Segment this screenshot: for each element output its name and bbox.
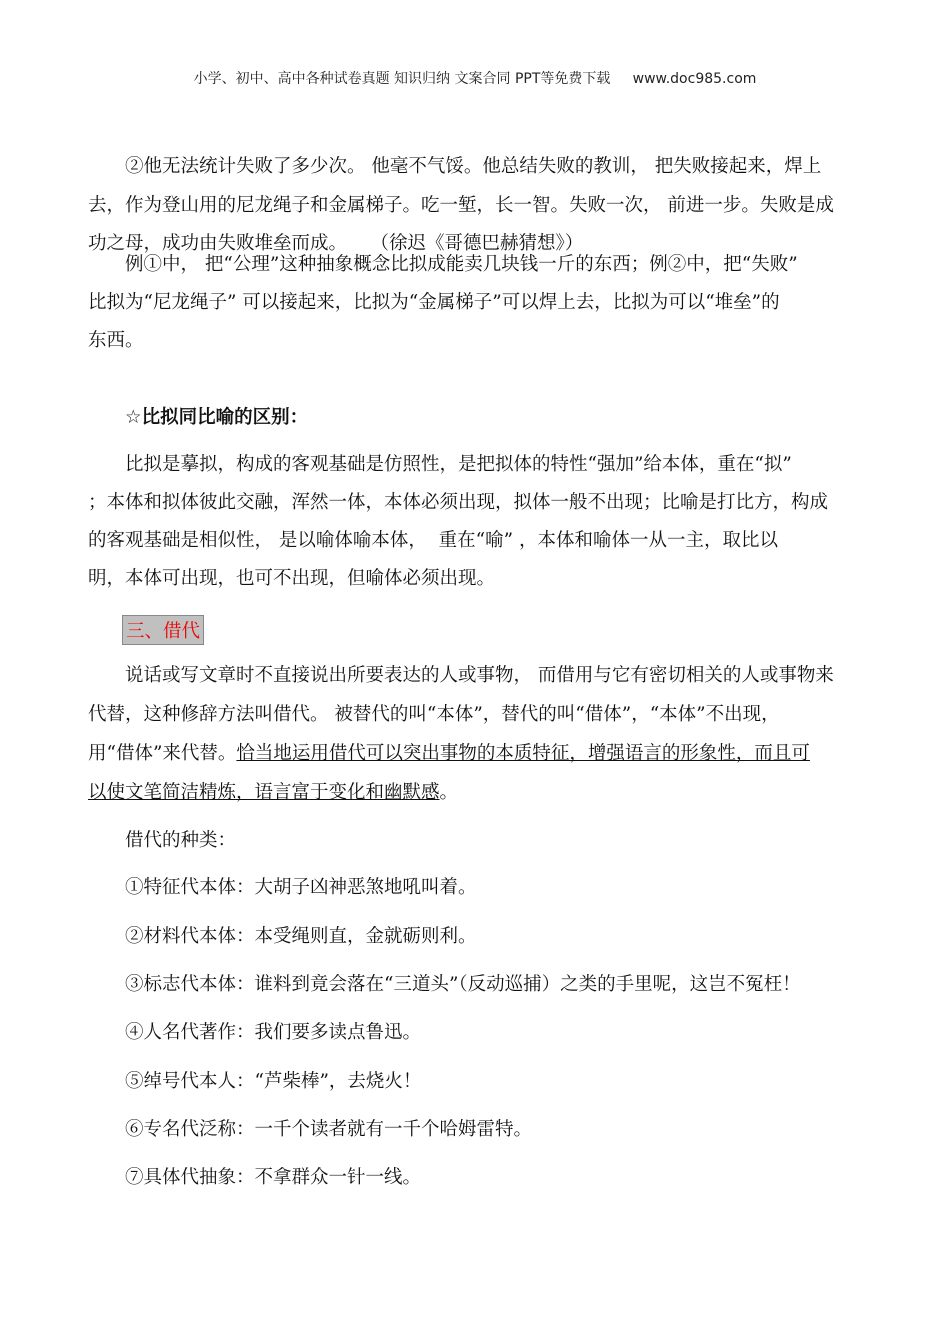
paragraph-line: ②他无法统计失败了多少次。 他毫不气馁。他总结失败的教训， 把失败接起来，焊上 bbox=[125, 156, 822, 177]
page-header bbox=[0, 68, 950, 88]
paragraph-line: 比拟为“尼龙绳子” 可以接起来，比拟为“金属梯子”可以焊上去，比拟为可以“堆垒”的 bbox=[88, 292, 780, 313]
list-item: ③标志代本体：谁料到竟会落在“三道头”（反动巡捕）之类的手里呢，这岂不冤枉！ bbox=[125, 974, 801, 995]
paragraph-line: 去，作为登山用的尼龙绳子和金属梯子。吃一堑，长一智。失败一次， 前进一步。失败是成 bbox=[88, 195, 834, 216]
paragraph-line: 代替，这种修辞方法叫借代。 被替代的叫“本体”，替代的叫“借体”，“本体”不出现， bbox=[88, 704, 780, 725]
types-title: 借代的种类： bbox=[125, 830, 237, 851]
list-item: ⑥专名代泛称：一千个读者就有一千个哈姆雷特。 bbox=[125, 1119, 533, 1140]
underlined-text: 以使文笔简洁精炼，语言富于变化和幽默感 bbox=[88, 782, 440, 803]
paragraph-line: 东西。 bbox=[88, 330, 144, 351]
list-item: ⑤绰号代本人：“芦柴棒”，去烧火！ bbox=[125, 1071, 422, 1092]
paragraph-line: 明，本体可出现，也可不出现，但喻体必须出现。 bbox=[88, 568, 496, 589]
plain-text: 。 bbox=[439, 782, 459, 803]
underlined-text: 恰当地运用借代可以突出事物的本质特征，增强语言的形象性，而且可 bbox=[236, 743, 810, 764]
paragraph-line bbox=[88, 781, 458, 805]
section-title: 三、借代 bbox=[122, 615, 204, 645]
paragraph-line bbox=[88, 742, 810, 766]
paragraph-line: 说话或写文章时不直接说出所要表达的人或事物， 而借用与它有密切相关的人或事物来 bbox=[125, 665, 834, 686]
paragraph-line: 的客观基础是相似性， 是以喻体喻本体， 重在“喻” ，本体和喻体一从一主，取比以 bbox=[88, 530, 778, 551]
plain-text: 用“借体”来代替。 bbox=[88, 743, 237, 764]
list-item: ⑦具体代抽象：不拿群众一针一线。 bbox=[125, 1167, 422, 1188]
header-text: 小学、初中、高中各种试卷真题 知识归纳 文案合同 PPT等免费下载 bbox=[193, 71, 611, 87]
section-heading: ☆比拟同比喻的区别： bbox=[125, 407, 309, 428]
paragraph-line: 例①中， 把“公理”这种抽象概念比拟成能卖几块钱一斤的东西；例②中，把“失败” bbox=[125, 254, 798, 275]
header-site: www.doc985.com bbox=[632, 71, 757, 87]
list-item: ④人名代著作：我们要多读点鲁迅。 bbox=[125, 1022, 422, 1043]
paragraph-line: 功之母，成功由失败堆垒而成。 （徐迟《哥德巴赫猜想》） bbox=[88, 233, 584, 254]
list-item: ①特征代本体：大胡子凶神恶煞地吼叫着。 bbox=[125, 877, 477, 898]
paragraph-line: 比拟是摹拟，构成的客观基础是仿照性，是把拟体的特性“强加”给本体，重在“拟” bbox=[125, 454, 792, 475]
paragraph-line: ；本体和拟体彼此交融，浑然一体，本体必须出现，拟体一般不出现；比喻是打比方，构成 bbox=[88, 492, 829, 513]
list-item: ②材料代本体：本受绳则直，金就砺则利。 bbox=[125, 926, 477, 947]
